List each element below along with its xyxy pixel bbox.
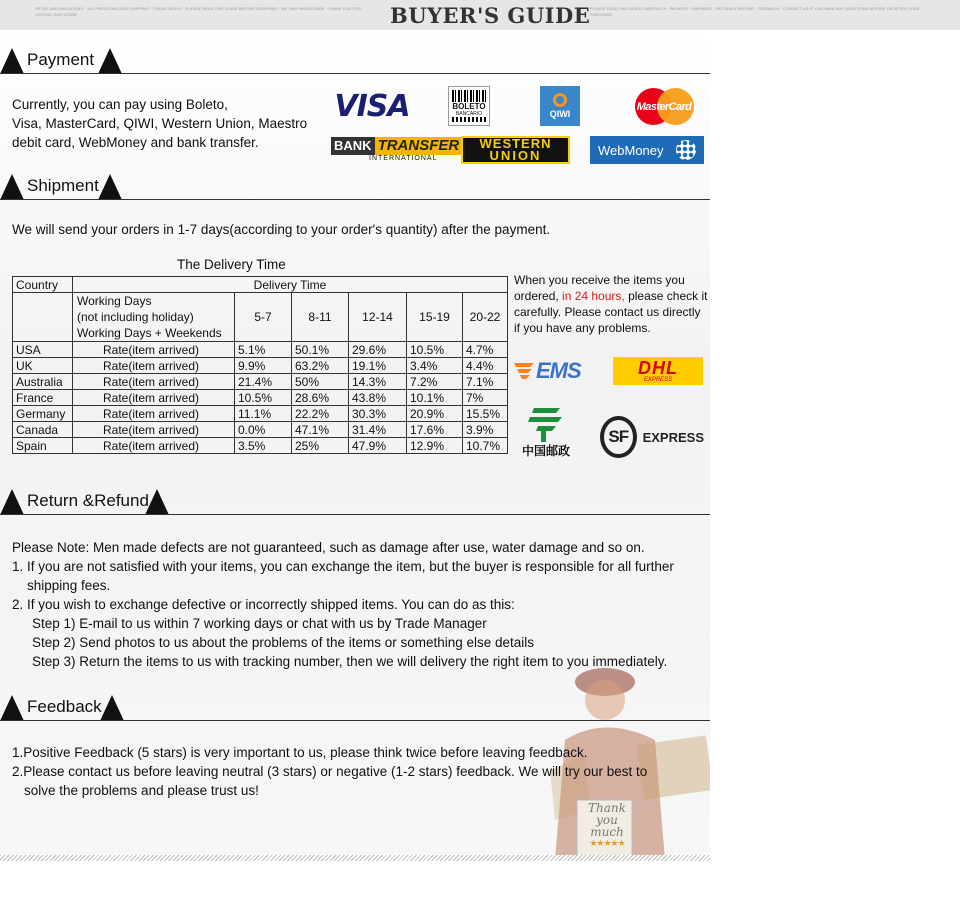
barcode-icon bbox=[452, 117, 486, 122]
inspection-note-part2: please check it carefully. Please contact us directly if you have any problems. bbox=[514, 289, 708, 335]
range-header: 8-11 bbox=[292, 293, 349, 342]
rate-value-cell: 15.5% bbox=[463, 406, 508, 422]
rate-value-cell: 50.1% bbox=[292, 342, 349, 358]
rate-value-cell: 7% bbox=[463, 390, 508, 406]
rate-label-cell: Rate(item arrived) bbox=[73, 438, 235, 454]
rate-value-cell: 50% bbox=[292, 374, 349, 390]
range-header: 12-14 bbox=[349, 293, 407, 342]
country-cell: France bbox=[13, 390, 73, 406]
section-divider bbox=[0, 514, 710, 515]
feedback-line: 2.Please contact us before leaving neutral (3 stars) or negative (1-2 stars) feedback. We will try our best to bbox=[12, 764, 648, 779]
page-title: BUYER'S GUIDE bbox=[390, 3, 591, 28]
sf-express-logo bbox=[600, 414, 704, 460]
mastercard-logo bbox=[634, 88, 694, 125]
header-triangle-left-icon bbox=[0, 48, 24, 74]
header-delivery-time: Delivery Time bbox=[73, 277, 508, 293]
feedback-line: solve the problems and please trust us! bbox=[24, 783, 259, 798]
rate-value-cell: 10.5% bbox=[235, 390, 292, 406]
header-triangle-right-icon bbox=[100, 695, 124, 721]
webmoney-globe-icon bbox=[676, 140, 696, 160]
rate-value-cell: 28.6% bbox=[292, 390, 349, 406]
range-header: 5-7 bbox=[235, 293, 292, 342]
western-label: WESTERN bbox=[479, 136, 552, 151]
thank-you-card bbox=[580, 802, 634, 850]
visa-logo: VISA bbox=[334, 88, 410, 124]
dhl-sublabel: EXPRESS bbox=[643, 377, 673, 383]
feedback-section-header bbox=[0, 693, 710, 721]
qiwi-icon bbox=[553, 93, 567, 107]
rate-value-cell: 7.1% bbox=[463, 374, 508, 390]
section-divider bbox=[0, 720, 710, 721]
table-row bbox=[13, 342, 508, 358]
payment-text-line: Currently, you can pay using Boleto, bbox=[12, 97, 228, 112]
bank-transfer-wordmark bbox=[331, 137, 462, 155]
rate-value-cell: 4.4% bbox=[463, 358, 508, 374]
rate-value-cell: 14.3% bbox=[349, 374, 407, 390]
dhl-logo bbox=[613, 357, 703, 385]
rate-value-cell: 47.9% bbox=[349, 438, 407, 454]
barcode-icon bbox=[452, 90, 486, 102]
china-post-emblem-icon bbox=[526, 402, 566, 442]
thank-you-card-text: Thank you much bbox=[588, 801, 626, 839]
international-label: INTERNATIONAL bbox=[369, 155, 438, 162]
table-subheader-row bbox=[13, 293, 508, 342]
rate-label-cell: Rate(item arrived) bbox=[73, 390, 235, 406]
inspection-note-part1: When you receive the items you ordered, bbox=[514, 273, 685, 303]
rate-value-cell: 3.4% bbox=[407, 358, 463, 374]
rate-value-cell: 10.5% bbox=[407, 342, 463, 358]
table-row bbox=[13, 406, 508, 422]
bank-label: BANK bbox=[331, 137, 375, 155]
rate-value-cell: 25% bbox=[292, 438, 349, 454]
section-divider bbox=[0, 199, 710, 200]
header-triangle-right-icon bbox=[98, 48, 122, 74]
rate-value-cell: 31.4% bbox=[349, 422, 407, 438]
payment-text-line: debit card, WebMoney and bank transfer. bbox=[12, 135, 259, 150]
rate-value-cell: 10.7% bbox=[463, 438, 508, 454]
table-row bbox=[13, 390, 508, 406]
refund-step: Step 2) Send photos to us about the problems of the items or something else details bbox=[32, 635, 535, 650]
refund-heading: Return &Refund bbox=[27, 491, 149, 510]
inspection-note bbox=[514, 272, 709, 336]
section-divider bbox=[0, 73, 710, 74]
table-header-row bbox=[13, 277, 508, 293]
refund-line: Please Note: Men made defects are not guaranteed, such as damage after use, water damage and so on. bbox=[12, 540, 645, 555]
banner-fine-print-right: PLEASE READ THIS GUIDE CAREFULLY · PAYMENT · SHIPMENT · RETURN & REFUND · FEEDBACK · CONTACT US IF YOU HAVE ANY QUESTIONS BEFORE OR AFTER YOUR PURCHASE bbox=[590, 6, 920, 17]
rate-value-cell: 3.5% bbox=[235, 438, 292, 454]
rate-value-cell: 5.1% bbox=[235, 342, 292, 358]
rate-value-cell: 29.6% bbox=[349, 342, 407, 358]
thank-you-stars: ★★★★★ bbox=[589, 839, 625, 849]
rate-label-cell: Rate(item arrived) bbox=[73, 358, 235, 374]
dhl-label: DHL bbox=[638, 358, 678, 378]
refund-text bbox=[12, 538, 712, 671]
refund-line: 2. If you wish to exchange defective or incorrectly shipped items. You can do as this: bbox=[12, 597, 515, 612]
western-union-logo bbox=[461, 136, 570, 164]
rate-value-cell: 9.9% bbox=[235, 358, 292, 374]
rate-value-cell: 22.2% bbox=[292, 406, 349, 422]
range-header: 20-22 bbox=[463, 293, 508, 342]
rate-value-cell: 10.1% bbox=[407, 390, 463, 406]
ems-wings-icon bbox=[514, 360, 536, 382]
country-cell: Germany bbox=[13, 406, 73, 422]
payment-heading: Payment bbox=[27, 50, 95, 69]
ems-label: EMS bbox=[536, 358, 581, 383]
rate-value-cell: 30.3% bbox=[349, 406, 407, 422]
rate-value-cell: 63.2% bbox=[292, 358, 349, 374]
inspection-note-highlight: in 24 hours, bbox=[562, 289, 625, 303]
header-country: Country bbox=[13, 277, 73, 293]
rate-value-cell: 12.9% bbox=[407, 438, 463, 454]
rate-label-cell: Rate(item arrived) bbox=[73, 374, 235, 390]
rate-value-cell: 0.0% bbox=[235, 422, 292, 438]
note-line: Working Days + Weekends bbox=[77, 326, 222, 340]
rate-label-cell: Rate(item arrived) bbox=[73, 342, 235, 358]
rate-value-cell: 20.9% bbox=[407, 406, 463, 422]
shipment-section-header bbox=[0, 172, 710, 200]
country-cell: Australia bbox=[13, 374, 73, 390]
table-row bbox=[13, 438, 508, 454]
rate-value-cell: 21.4% bbox=[235, 374, 292, 390]
sf-express-label: EXPRESS bbox=[642, 429, 704, 445]
refund-line: 1. If you are not satisfied with your items, you can exchange the item, but the buyer is responsible for all further bbox=[12, 559, 674, 574]
rate-value-cell: 43.8% bbox=[349, 390, 407, 406]
boleto-logo bbox=[448, 86, 490, 126]
delivery-time-table bbox=[12, 276, 508, 454]
shipment-heading: Shipment bbox=[27, 176, 99, 195]
feedback-line: 1.Positive Feedback (5 stars) is very important to us, please think twice before leaving feedback. bbox=[12, 745, 588, 760]
rate-value-cell: 4.7% bbox=[463, 342, 508, 358]
payment-section-header bbox=[0, 46, 710, 74]
note-line: (not including holiday) bbox=[77, 310, 194, 324]
shipment-text: We will send your orders in 1-7 days(according to your order's quantity) after the payment. bbox=[12, 222, 551, 237]
country-cell: UK bbox=[13, 358, 73, 374]
bottom-border-stripe bbox=[0, 855, 710, 861]
table-row bbox=[13, 374, 508, 390]
transfer-label: TRANSFER bbox=[375, 137, 463, 155]
top-banner bbox=[0, 0, 960, 30]
header-triangle-left-icon bbox=[0, 489, 24, 515]
boleto-label: BOLETO bbox=[452, 102, 486, 111]
empty-cell bbox=[13, 293, 73, 342]
feedback-heading: Feedback bbox=[27, 697, 102, 716]
qiwi-label: QIWI bbox=[549, 109, 571, 119]
header-triangle-left-icon bbox=[0, 695, 24, 721]
mastercard-label: MasterCard bbox=[636, 100, 692, 113]
qiwi-logo bbox=[540, 86, 580, 126]
country-cell: Spain bbox=[13, 438, 73, 454]
china-post-label: 中国邮政 bbox=[521, 444, 570, 458]
rate-value-cell: 47.1% bbox=[292, 422, 349, 438]
rate-value-cell: 7.2% bbox=[407, 374, 463, 390]
bank-transfer-logo bbox=[331, 137, 460, 163]
china-post-logo bbox=[510, 402, 582, 464]
payment-text-line: Visa, MasterCard, QIWI, Western Union, Maestro bbox=[12, 116, 308, 131]
rate-value-cell: 17.6% bbox=[407, 422, 463, 438]
range-header: 15-19 bbox=[407, 293, 463, 342]
refund-step: Step 1) E-mail to us within 7 working days or chat with us by Trade Manager bbox=[32, 616, 487, 631]
rate-label-cell: Rate(item arrived) bbox=[73, 422, 235, 438]
rate-label-cell: Rate(item arrived) bbox=[73, 406, 235, 422]
union-label: UNION bbox=[489, 148, 542, 163]
table-row bbox=[13, 422, 508, 438]
webmoney-label: WebMoney bbox=[598, 142, 664, 158]
banner-fine-print-left: RETAIL AND WHOLESALE · ALL PRICES INCLUDE SHIPPING · TRADE SAFELY · PLEASE READ THIS GUIDE BEFORE ORDERING · WE SHIP WORLDWIDE · THANK YOU FOR VISITING OUR STORE bbox=[35, 6, 361, 17]
webmoney-logo bbox=[590, 136, 704, 164]
rate-value-cell: 11.1% bbox=[235, 406, 292, 422]
note-line: Working Days bbox=[77, 294, 152, 308]
rate-value-cell: 19.1% bbox=[349, 358, 407, 374]
delivery-table-title: The Delivery Time bbox=[177, 257, 286, 272]
feedback-text bbox=[12, 743, 702, 800]
ems-logo bbox=[514, 358, 586, 384]
refund-section-header bbox=[0, 487, 710, 515]
payment-text bbox=[12, 95, 307, 152]
working-days-note bbox=[73, 293, 235, 342]
refund-step: Step 3) Return the items to us with tracking number, then we will delivery the right item to you immediately. bbox=[32, 654, 668, 669]
rate-value-cell: 3.9% bbox=[463, 422, 508, 438]
header-triangle-right-icon bbox=[145, 489, 169, 515]
refund-line: shipping fees. bbox=[27, 578, 111, 593]
country-cell: Canada bbox=[13, 422, 73, 438]
sf-label: SF bbox=[608, 427, 629, 446]
header-triangle-left-icon bbox=[0, 174, 24, 200]
table-row bbox=[13, 358, 508, 374]
header-triangle-right-icon bbox=[98, 174, 122, 200]
country-cell: USA bbox=[13, 342, 73, 358]
sf-badge-icon bbox=[600, 416, 637, 458]
boleto-sublabel: BANCARIO bbox=[455, 111, 483, 117]
